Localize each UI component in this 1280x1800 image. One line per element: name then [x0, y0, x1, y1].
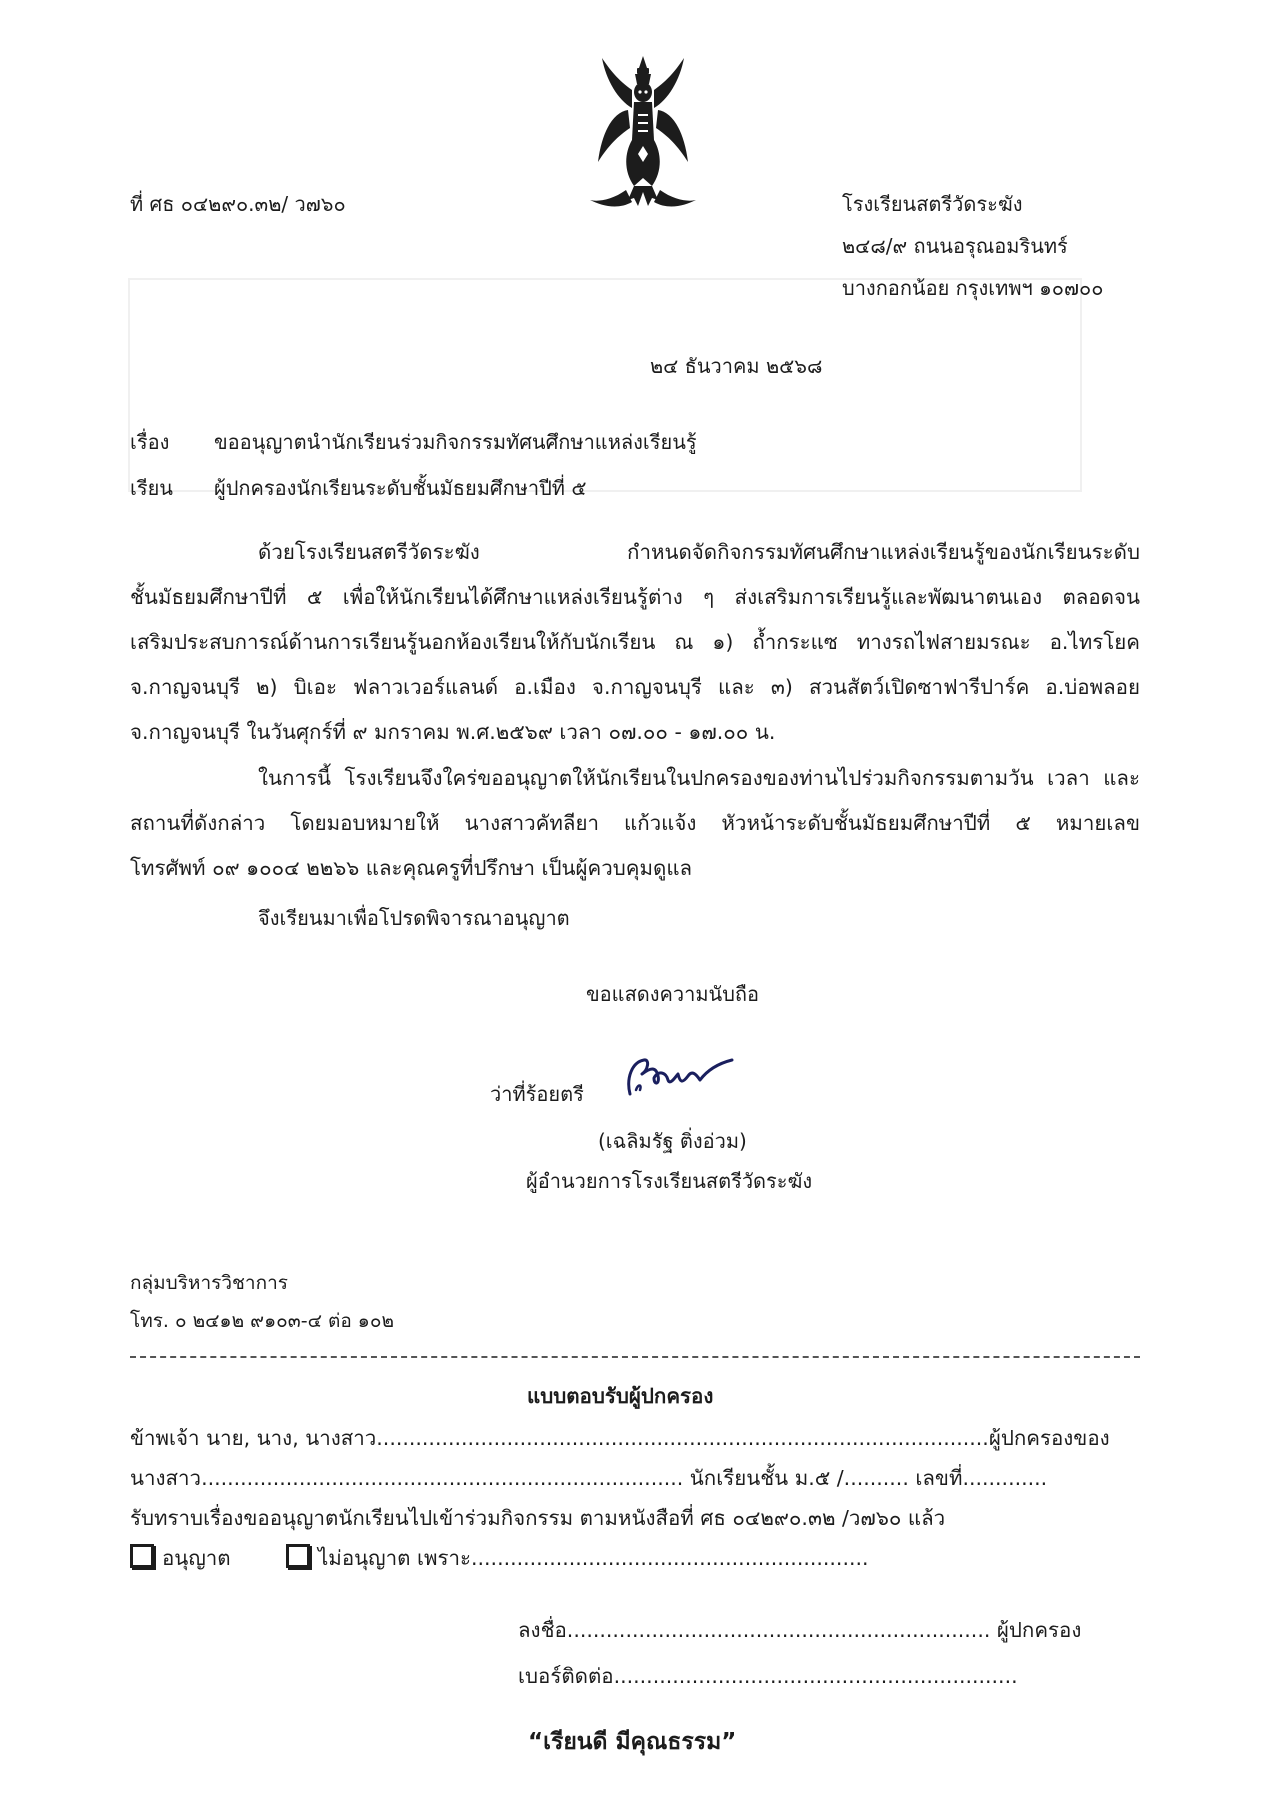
address-line-1: ๒๔๘/๙ ถนนอรุณอมรินทร์: [842, 234, 1068, 258]
to-text: ผู้ปกครองนักเรียนระดับชั้นมัธยมศึกษาปีที่ ๕: [214, 476, 587, 500]
reply-form-title: แบบตอบรับผู้ปกครอง: [527, 1384, 714, 1408]
allow-checkbox[interactable]: [130, 1544, 154, 1568]
reference-number: ที่ ศธ ๐๔๒๙๐.๓๒/ ว๗๖๐: [130, 192, 346, 216]
paragraph-line: จ.กาญจนบุรี ในวันศุกร์ที่ ๙ มกราคม พ.ศ.๒๕๖๙ เวลา ๐๗.๐๐ - ๑๗.๐๐ น.: [130, 720, 776, 744]
signer-position: ผู้อำนวยการโรงเรียนสตรีวัดระฆัง: [526, 1169, 813, 1193]
paragraph-line: ในการนี้ โรงเรียนจึงใคร่ขออนุญาตให้นักเรียนในปกครองของท่านไปร่วมกิจกรรมตามวัน เวลา และ: [258, 766, 1140, 790]
paragraph-line: ด้วยโรงเรียนสตรีวัดระฆัง กำหนดจัดกิจกรรมทัศนศึกษาแหล่งเรียนรู้ของนักเรียนระดับ: [258, 540, 1140, 564]
guardian-name-line: ข้าพเจ้า นาย, นาง, นางสาว..............................................................................................ผู้ปกครองของ: [130, 1426, 1110, 1450]
paragraph-line: จ.กาญจนบุรี ๒) บิเอะ ฟลาวเวอร์แลนด์ อ.เมือง จ.กาญจนบุรี และ ๓) สวนสัตว์เปิดซาฟารีปาร์ค อ.บ่อพลอย: [130, 675, 1140, 699]
handwritten-signature: [620, 1054, 740, 1100]
acknowledgement-line: รับทราบเรื่องขออนุญาตนักเรียนไปเข้าร่วมกิจกรรม ตามหนังสือที่ ศธ ๐๔๒๙๐.๓๒ /ว๗๖๐ แล้ว: [130, 1506, 946, 1530]
allow-option[interactable]: [130, 1542, 231, 1575]
address-line-2: บางกอกน้อย กรุงเทพฯ ๑๐๗๐๐: [842, 276, 1104, 300]
school-motto: “เรียนดี มีคุณธรรม”: [528, 1729, 737, 1755]
body-paragraph-2: [130, 756, 1140, 891]
student-name-line: นางสาว.......................................................................... นักเรียนชั้น ม.๕ /.......... เลขที่.............: [130, 1466, 1048, 1490]
garuda-emblem-icon: [588, 50, 698, 220]
paragraph-line: สถานที่ดังกล่าว โดยมอบหมายให้ นางสาวคัทลียา แก้วแจ้ง หัวหน้าระดับชั้นมัธยมศึกษาปีที่ ๕ หมายเลข: [130, 811, 1140, 835]
subject-label: เรื่อง: [130, 430, 170, 454]
closing-request: จึงเรียนมาเพื่อโปรดพิจารณาอนุญาต: [258, 906, 570, 930]
cut-line-divider: [130, 1356, 1140, 1358]
department-phone: โทร. ๐ ๒๔๑๒ ๙๑๐๓-๔ ต่อ ๑๐๒: [130, 1310, 394, 1332]
letter-date: ๒๔ ธันวาคม ๒๕๖๘: [650, 354, 823, 378]
bleed-through-text: [300, 78, 307, 102]
deny-option[interactable]: [286, 1542, 869, 1575]
deny-label: ไม่อนุญาต เพราะ.............................................................: [318, 1546, 869, 1570]
to-label: เรียน: [130, 476, 173, 500]
deny-checkbox[interactable]: [286, 1544, 310, 1568]
subject-text: ขออนุญาตนำนักเรียนร่วมกิจกรรมทัศนศึกษาแหล่งเรียนรู้: [214, 430, 697, 454]
allow-label: อนุญาต: [162, 1546, 231, 1570]
guardian-phone-line: เบอร์ติดต่อ..............................................................: [518, 1664, 1018, 1688]
guardian-signature-line: ลงชื่อ................................................................. ผู้ปกครอง: [518, 1618, 1082, 1642]
paragraph-line: เสริมประสบการณ์ด้านการเรียนรู้นอกห้องเรียนให้กับนักเรียน ณ ๑) ถ้ำกระแซ ทางรถไฟสายมรณะ อ.ไทรโยค: [130, 630, 1140, 654]
regards: ขอแสดงความนับถือ: [586, 982, 760, 1006]
paragraph-line: โทรศัพท์ ๐๙ ๑๐๐๔ ๒๒๖๖ และคุณครูที่ปรึกษา เป็นผู้ควบคุมดูแล: [130, 856, 693, 880]
paragraph-line: ชั้นมัธยมศึกษาปีที่ ๕ เพื่อให้นักเรียนได้ศึกษาแหล่งเรียนรู้ต่าง ๆ ส่งเสริมการเรียนรู้และพัฒนาตนเอง ตลอดจน: [130, 585, 1140, 609]
school-name: โรงเรียนสตรีวัดระฆัง: [842, 192, 1023, 216]
bleed-through-table: [128, 278, 1082, 492]
department: กลุ่มบริหารวิชาการ: [130, 1272, 288, 1294]
signer-rank: ว่าที่ร้อยตรี: [490, 1082, 584, 1106]
body-paragraph-1: [130, 530, 1140, 755]
signer-name: (เฉลิมรัฐ ติ่งอ่วม): [598, 1129, 747, 1153]
